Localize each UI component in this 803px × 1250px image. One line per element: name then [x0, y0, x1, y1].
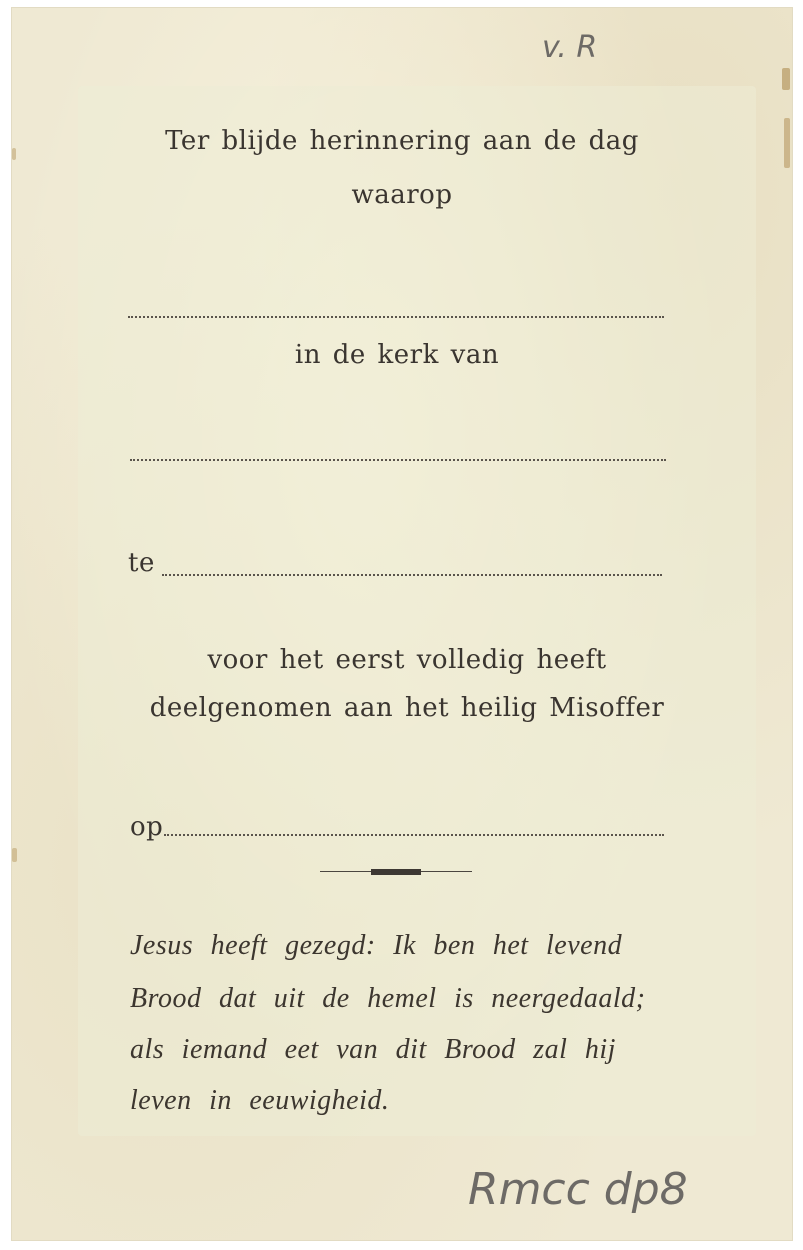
statement-line-2: deelgenomen aan het heilig Misoffer — [149, 693, 665, 723]
fill-in-line-date — [164, 834, 664, 836]
quote-line-3: als iemand eet van dit Brood zal hij — [130, 1034, 616, 1065]
stain-mark — [12, 148, 16, 160]
heading-line-2: waarop — [351, 180, 453, 210]
church-label: in de kerk van — [294, 340, 500, 370]
pencil-annotation-top: v. R — [542, 30, 598, 65]
place-label: te — [128, 548, 155, 578]
stain-mark — [12, 848, 17, 862]
inner-panel — [78, 86, 756, 1136]
fill-in-line-occasion — [128, 316, 664, 318]
date-label: op — [130, 812, 164, 842]
stain-mark — [782, 68, 790, 90]
divider-ornament — [320, 870, 472, 874]
fill-in-line-church — [130, 459, 666, 461]
quote-line-1: Jesus heeft gezegd: Ik ben het levend — [130, 930, 623, 961]
stain-mark — [784, 118, 790, 168]
statement-line-1: voor het eerst volledig heeft — [207, 645, 607, 675]
quote-line-4: leven in eeuwigheid. — [130, 1085, 390, 1116]
quote-line-2: Brood dat uit de hemel is neergedaald; — [130, 983, 646, 1014]
pencil-catalog-code: Rmcc dp8 — [468, 1164, 688, 1215]
heading-line-1: Ter blijde herinnering aan de dag — [165, 126, 639, 156]
fill-in-line-place — [162, 574, 662, 576]
